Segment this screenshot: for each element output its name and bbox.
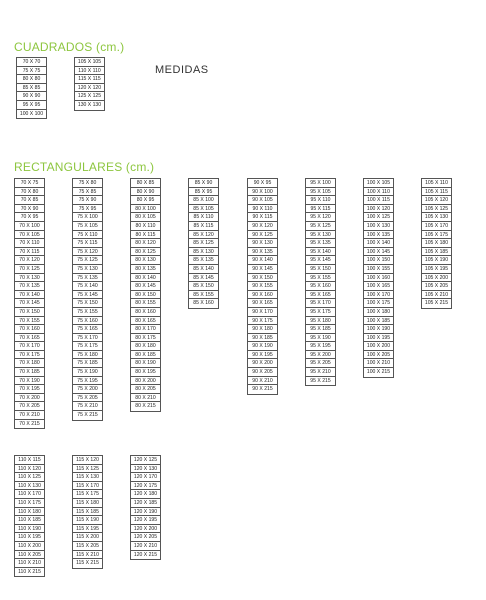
size-cell: 75 X 145 [73,291,102,300]
size-cell: 110 X 110 [75,67,104,76]
size-cell: 95 X 115 [306,205,335,214]
size-cell: 120 X 175 [131,482,160,491]
size-cell: 70 X 200 [15,394,44,403]
size-cell: 70 X 210 [15,411,44,420]
size-cell: 95 X 200 [306,351,335,360]
size-cell: 100 X 125 [364,213,393,222]
size-cell: 75 X 90 [73,196,102,205]
size-cell: 85 X 110 [189,213,218,222]
size-cell: 80 X 80 [17,75,46,84]
size-cell: 110 X 130 [15,482,44,491]
size-cell: 85 X 145 [189,274,218,283]
size-cell: 95 X 195 [306,342,335,351]
rectangulares-heading: RECTANGULARES (cm.) [14,160,155,174]
size-cell: 70 X 140 [15,291,44,300]
size-cell: 100 X 110 [364,188,393,197]
size-cell: 130 X 130 [77,101,102,108]
size-cell: 75 X 195 [73,377,102,386]
size-cell: 75 X 150 [73,299,102,308]
cuadrados-column [74,57,105,111]
size-cell: 120 X 170 [131,473,160,482]
size-cell: 95 X 185 [306,325,335,334]
size-cell: 75 X 85 [73,188,102,197]
size-cell: 100 X 185 [364,317,393,326]
size-cell: 90 X 115 [248,213,277,222]
size-cell: 105 X 175 [422,231,451,240]
size-cell: 80 X 120 [131,239,160,248]
size-cell: 100 X 210 [364,359,393,368]
size-cell: 90 X 175 [248,317,277,326]
size-cell: 120 X 210 [131,542,160,551]
size-cell: 100 X 165 [364,282,393,291]
size-cell: 95 X 170 [306,299,335,308]
size-cell: 95 X 215 [310,377,331,384]
size-cell: 70 X 175 [15,351,44,360]
size-cell: 90 X 100 [248,188,277,197]
size-cell: 90 X 185 [248,334,277,343]
size-cell: 95 X 165 [306,291,335,300]
size-cell: 70 X 70 [17,58,46,67]
size-cell: 110 X 180 [15,508,44,517]
size-cell: 80 X 155 [131,299,160,308]
size-cell: 105 X 170 [422,222,451,231]
size-cell: 95 X 130 [306,231,335,240]
size-cell: 90 X 90 [17,92,46,101]
size-cell: 75 X 180 [73,351,102,360]
rectangulares-column [188,178,219,309]
size-cell: 80 X 135 [131,265,160,274]
size-cell: 100 X 200 [364,342,393,351]
size-cell: 75 X 165 [73,325,102,334]
size-cell: 80 X 200 [131,377,160,386]
size-cell: 80 X 165 [131,317,160,326]
size-cell: 125 X 125 [75,92,104,101]
rectangulares-column [14,178,45,429]
rectangulares-column [421,178,452,309]
size-cell: 90 X 110 [248,205,277,214]
size-cell: 80 X 110 [131,222,160,231]
size-cell: 120 X 205 [131,533,160,542]
size-cell: 80 X 210 [131,394,160,403]
size-cell: 75 X 130 [73,265,102,274]
size-cell: 95 X 205 [306,359,335,368]
size-cell: 80 X 150 [131,291,160,300]
size-cell: 85 X 115 [189,222,218,231]
size-cell: 95 X 110 [306,196,335,205]
size-cell: 100 X 135 [364,231,393,240]
size-cell: 90 X 180 [248,325,277,334]
size-cell: 110 X 215 [18,568,41,575]
size-cell: 100 X 170 [364,291,393,300]
rectangulares-column [247,178,278,395]
size-cell: 80 X 145 [131,282,160,291]
medidas-title: MEDIDAS [155,64,209,76]
size-cell: 110 X 170 [15,490,44,499]
size-cell: 115 X 205 [73,542,102,551]
size-cell: 100 X 215 [366,369,391,376]
size-cell: 80 X 175 [131,334,160,343]
size-cell: 90 X 130 [248,239,277,248]
size-cell: 75 X 175 [73,342,102,351]
size-cell: 80 X 215 [135,403,156,410]
size-cell: 110 X 200 [15,542,44,551]
size-cell: 115 X 175 [73,490,102,499]
size-cell: 90 X 95 [248,179,277,188]
size-cell: 95 X 120 [306,213,335,222]
size-cell: 110 X 210 [15,559,44,568]
size-cell: 110 X 185 [15,516,44,525]
size-cell: 100 X 160 [364,274,393,283]
size-cell: 75 X 215 [77,412,98,419]
size-cell: 120 X 120 [75,84,104,93]
size-cell: 110 X 125 [15,473,44,482]
size-cell: 120 X 195 [131,516,160,525]
size-cell: 80 X 160 [131,308,160,317]
size-cell: 95 X 180 [306,317,335,326]
size-cell: 70 X 165 [15,334,44,343]
size-cell: 75 X 115 [73,239,102,248]
rectangulares-column [363,178,394,378]
size-cell: 105 X 185 [422,248,451,257]
size-cell: 100 X 175 [364,299,393,308]
size-cell: 70 X 195 [15,385,44,394]
size-cell: 70 X 105 [15,231,44,240]
size-cell: 100 X 115 [364,196,393,205]
size-cell: 70 X 130 [15,274,44,283]
size-cell: 85 X 125 [189,239,218,248]
size-cell: 105 X 200 [422,274,451,283]
size-cell: 80 X 170 [131,325,160,334]
size-cell: 85 X 130 [189,248,218,257]
size-cell: 100 X 105 [364,179,393,188]
size-cell: 105 X 120 [422,196,451,205]
size-cell: 100 X 150 [364,256,393,265]
size-cell: 75 X 80 [73,179,102,188]
size-cell: 90 X 125 [248,231,277,240]
rectangulares-column [72,178,103,421]
size-cell: 75 X 205 [73,394,102,403]
size-cell: 80 X 105 [131,213,160,222]
size-cell: 95 X 105 [306,188,335,197]
size-cell: 105 X 205 [422,282,451,291]
size-cell: 70 X 75 [15,179,44,188]
size-cell: 95 X 140 [306,248,335,257]
size-cell: 70 X 125 [15,265,44,274]
size-cell: 80 X 195 [131,368,160,377]
size-cell: 90 X 120 [248,222,277,231]
size-cell: 120 X 190 [131,508,160,517]
size-cell: 75 X 75 [17,67,46,76]
size-cell: 110 X 195 [15,533,44,542]
size-cell: 75 X 185 [73,359,102,368]
size-cell: 70 X 110 [15,239,44,248]
size-cell: 80 X 95 [131,196,160,205]
rectangulares-column [130,178,161,412]
size-cell: 110 X 115 [15,456,44,465]
size-cell: 90 X 135 [248,248,277,257]
cuadrados-column [16,57,47,119]
size-cell: 100 X 180 [364,308,393,317]
size-cell: 95 X 100 [306,179,335,188]
size-cell: 85 X 135 [189,256,218,265]
size-cell: 90 X 160 [248,291,277,300]
size-cell: 105 X 180 [422,239,451,248]
size-cell: 70 X 80 [15,188,44,197]
size-cell: 90 X 190 [248,342,277,351]
size-cell: 95 X 135 [306,239,335,248]
size-cell: 80 X 185 [131,351,160,360]
size-cell: 115 X 120 [73,456,102,465]
size-cell: 105 X 125 [422,205,451,214]
size-cell: 95 X 145 [306,256,335,265]
size-cell: 100 X 205 [364,351,393,360]
size-cell: 85 X 160 [193,300,214,307]
size-cell: 100 X 130 [364,222,393,231]
size-cell: 100 X 120 [364,205,393,214]
size-cell: 90 X 140 [248,256,277,265]
cuadrados-heading: CUADRADOS (cm.) [14,40,125,54]
size-cell: 80 X 180 [131,342,160,351]
size-cell: 85 X 100 [189,196,218,205]
size-cell: 85 X 105 [189,205,218,214]
size-cell: 70 X 215 [19,420,40,427]
size-cell: 120 X 180 [131,490,160,499]
size-cell: 75 X 95 [73,205,102,214]
size-cell: 70 X 190 [15,377,44,386]
size-cell: 90 X 170 [248,308,277,317]
size-cell: 70 X 150 [15,308,44,317]
size-cell: 110 X 190 [15,525,44,534]
size-cell: 100 X 190 [364,325,393,334]
size-cell: 95 X 160 [306,282,335,291]
size-cell: 105 X 195 [422,265,451,274]
size-cell: 80 X 90 [131,188,160,197]
size-cell: 100 X 195 [364,334,393,343]
size-cell: 100 X 100 [19,110,44,117]
size-cell: 115 X 200 [73,533,102,542]
size-cell: 100 X 155 [364,265,393,274]
size-cell: 80 X 190 [131,359,160,368]
size-cell: 70 X 95 [15,213,44,222]
rectangulares-column [130,455,161,560]
size-cell: 75 X 200 [73,385,102,394]
size-cell: 75 X 140 [73,282,102,291]
size-cell: 95 X 125 [306,222,335,231]
size-cell: 105 X 110 [422,179,451,188]
size-cell: 85 X 155 [189,291,218,300]
rectangulares-column [72,455,103,569]
size-cell: 75 X 210 [73,402,102,411]
size-cell: 80 X 115 [131,231,160,240]
size-cell: 70 X 85 [15,196,44,205]
size-cell: 70 X 180 [15,359,44,368]
size-cell: 115 X 195 [73,525,102,534]
size-cell: 115 X 180 [73,499,102,508]
size-cell: 115 X 190 [73,516,102,525]
size-cell: 90 X 155 [248,282,277,291]
size-cell: 90 X 150 [248,274,277,283]
size-cell: 90 X 145 [248,265,277,274]
size-cell: 115 X 215 [76,560,99,567]
size-cell: 75 X 155 [73,308,102,317]
size-cell: 70 X 170 [15,342,44,351]
size-cell: 85 X 150 [189,282,218,291]
size-cell: 95 X 150 [306,265,335,274]
size-cell: 105 X 210 [422,291,451,300]
size-cell: 90 X 195 [248,351,277,360]
size-cell: 105 X 130 [422,213,451,222]
size-cell: 70 X 115 [15,248,44,257]
size-cell: 95 X 190 [306,334,335,343]
size-cell: 120 X 215 [133,551,158,558]
size-cell: 110 X 120 [15,465,44,474]
size-cell: 80 X 125 [131,248,160,257]
size-cell: 90 X 105 [248,196,277,205]
size-cell: 95 X 155 [306,274,335,283]
size-cell: 100 X 145 [364,248,393,257]
size-cell: 70 X 205 [15,402,44,411]
size-cell: 70 X 185 [15,368,44,377]
size-cell: 75 X 105 [73,222,102,231]
size-cell: 90 X 210 [248,377,277,386]
size-cell: 85 X 95 [189,188,218,197]
size-cell: 75 X 135 [73,274,102,283]
size-cell: 105 X 115 [422,188,451,197]
size-cell: 120 X 185 [131,499,160,508]
size-cell: 85 X 140 [189,265,218,274]
rectangulares-column [14,455,45,577]
size-cell: 95 X 175 [306,308,335,317]
size-cell: 115 X 115 [75,75,104,84]
size-cell: 75 X 125 [73,256,102,265]
size-cell: 120 X 125 [131,456,160,465]
size-cell: 80 X 85 [131,179,160,188]
size-cell: 75 X 100 [73,213,102,222]
size-cell: 90 X 200 [248,359,277,368]
size-cell: 105 X 215 [424,300,449,307]
size-cell: 115 X 185 [73,508,102,517]
size-cell: 70 X 90 [15,205,44,214]
size-cell: 70 X 135 [15,282,44,291]
size-cell: 120 X 200 [131,525,160,534]
size-cell: 110 X 205 [15,551,44,560]
size-cell: 80 X 140 [131,274,160,283]
size-cell: 90 X 205 [248,368,277,377]
size-cell: 75 X 190 [73,368,102,377]
size-cell: 95 X 95 [17,101,46,110]
size-cell: 70 X 155 [15,317,44,326]
size-cell: 120 X 130 [131,465,160,474]
size-cell: 105 X 190 [422,256,451,265]
size-cell: 110 X 175 [15,499,44,508]
size-cell: 115 X 130 [73,473,102,482]
size-cell: 115 X 210 [73,551,102,560]
size-cell: 75 X 160 [73,317,102,326]
size-cell: 115 X 170 [73,482,102,491]
size-cell: 85 X 85 [17,84,46,93]
size-cell: 90 X 165 [248,299,277,308]
size-cell: 90 X 215 [252,386,273,393]
size-cell: 80 X 130 [131,256,160,265]
size-cell: 70 X 120 [15,256,44,265]
size-cell: 100 X 140 [364,239,393,248]
size-cell: 85 X 120 [189,231,218,240]
size-cell: 115 X 125 [73,465,102,474]
size-cell: 70 X 160 [15,325,44,334]
size-cell: 95 X 210 [306,368,335,377]
size-cell: 75 X 110 [73,231,102,240]
size-cell: 75 X 170 [73,334,102,343]
size-cell: 70 X 100 [15,222,44,231]
rectangulares-column [305,178,336,386]
size-cell: 75 X 120 [73,248,102,257]
size-cell: 105 X 105 [75,58,104,67]
size-cell: 80 X 205 [131,385,160,394]
size-cell: 85 X 90 [189,179,218,188]
size-cell: 80 X 100 [131,205,160,214]
size-cell: 70 X 145 [15,299,44,308]
